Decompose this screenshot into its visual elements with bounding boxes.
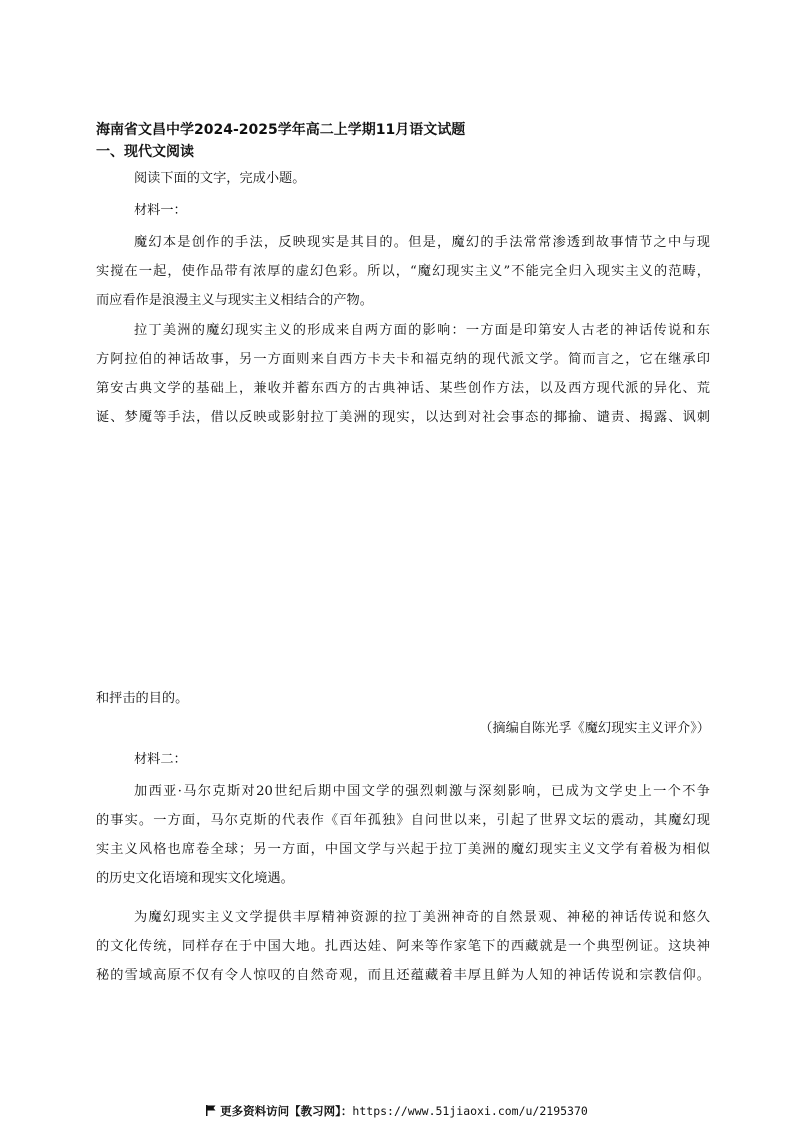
footer-label: 更多资料访问【教习网】： bbox=[220, 1104, 353, 1118]
paragraph-line: 拉丁美洲的魔幻现实主义的形成来自两方面的影响：一方面是印第安人古老的神话传说和东 bbox=[134, 323, 710, 338]
material1-paragraph-2-end bbox=[96, 684, 710, 713]
flag-icon bbox=[206, 1105, 216, 1116]
material2-paragraph-2 bbox=[96, 903, 710, 990]
paragraph-line: 秘的雪域高原不仅有令人惊叹的自然奇观，而且还蕴藏着丰厚且鲜为人知的神话传说和宗教信仰。 bbox=[96, 968, 710, 983]
material1-source-block bbox=[96, 714, 710, 743]
paragraph-line: 的文化传统，同样存在于中国大地。扎西达娃、阿来等作家笔下的西藏就是一个典型例证。这块神 bbox=[96, 939, 710, 954]
paragraph-line: 第安古典文学的基础上，兼收并蓄东西方的古典神话、某些创作方法，以及西方现代派的异化、荒 bbox=[96, 381, 710, 396]
material1-paragraph-2 bbox=[96, 316, 710, 432]
paragraph-line: 诞、梦魇等手法，借以反映或影射拉丁美洲的现实，以达到对社会事态的揶揄、谴责、揭露、讽刺 bbox=[96, 410, 710, 425]
paragraph-line: 的事实。一方面，马尔克斯的代表作《百年孤独》自问世以来，引起了世界文坛的震动，其魔幻现 bbox=[96, 813, 710, 828]
paragraph-line: 为魔幻现实主义文学提供丰厚精神资源的拉丁美洲神奇的自然景观、神秘的神话传说和悠久 bbox=[134, 910, 710, 925]
page-footer bbox=[0, 1103, 794, 1119]
footer-link[interactable]: https://www.51jiaoxi.com/u/2195370 bbox=[352, 1104, 588, 1118]
paragraph-line: 实搅在一起，使作品带有浓厚的虚幻色彩。所以，“魔幻现实主义”不能完全归入现实主义的范畴， bbox=[96, 264, 710, 279]
section-heading: 一、现代文阅读 bbox=[96, 144, 194, 160]
material1-heading-block bbox=[96, 196, 710, 225]
paragraph-line: 加西亚·马尔克斯对20世纪后期中国文学的强烈刺激与深刻影响，已成为文学史上一个不争 bbox=[134, 784, 710, 799]
paragraph-line: 而应看作是浪漫主义与现实主义相结合的产物。 bbox=[96, 293, 373, 308]
material1-heading: 材料一： bbox=[134, 203, 187, 218]
paragraph-line: 方阿拉伯的神话故事，另一方面则来自西方卡夫卡和福克纳的现代派文学。简而言之，它在继承印 bbox=[96, 352, 710, 367]
paragraph-line: 和抨击的目的。 bbox=[96, 691, 189, 706]
instruction-text: 阅读下面的文字，完成小题。 bbox=[134, 171, 306, 186]
instruction-block bbox=[96, 164, 710, 193]
paragraph-line: 的历史文化语境和现实文化境遇。 bbox=[96, 871, 294, 886]
document-title: 海南省文昌中学2024-2025学年高二上学期11月语文试题 bbox=[96, 122, 466, 138]
material2-paragraph-1 bbox=[96, 777, 710, 893]
material1-paragraph-1 bbox=[96, 228, 710, 315]
paragraph-line: 魔幻本是创作的手法，反映现实是其目的。但是，魔幻的手法常常渗透到故事情节之中与现 bbox=[134, 235, 710, 250]
material2-heading: 材料二： bbox=[134, 752, 187, 767]
material1-source: （摘编自陈光孚《魔幻现实主义评介》） bbox=[479, 721, 710, 736]
paragraph-line: 实主义风格也席卷全球；另一方面，中国文学与兴起于拉丁美洲的魔幻现实主义文学有着极为相似 bbox=[96, 842, 710, 857]
material2-heading-block bbox=[96, 745, 710, 774]
